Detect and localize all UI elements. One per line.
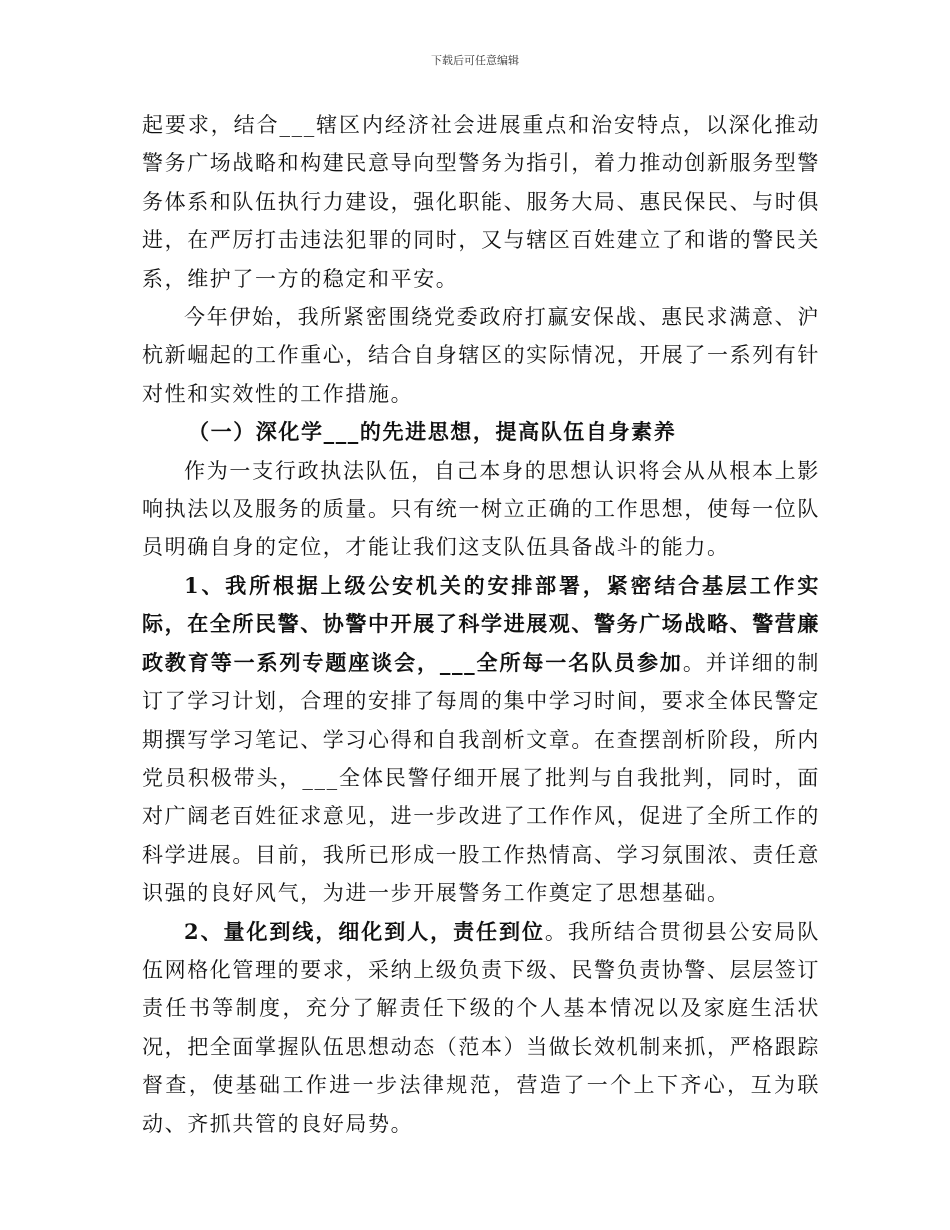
paragraph-intro-continued: 起要求，结合___辖区内经济社会进展重点和治安特点，以深化推动警务广场战略和构建民意导向型警务为指引，着力推动创新服务型警务体系和队伍执行力建设，强化职能、服务大局、惠民保民、与时俱进，在严厉打击违法犯罪的同时，又与辖区百姓建立了和谐的警民关系，维护了一方的稳定和平安。	[142, 113, 820, 291]
paragraph-item-1	[142, 567, 820, 913]
item-2-bold-lead: 2、量化到线，细化到人，责任到位	[184, 918, 545, 944]
item-2-body: 。我所结合贯彻县公安局队伍网格化管理的要求，采纳上级负责下级、民警负责协警、层层签订责任书等制度，充分了解责任下级的个人基本情况以及家庭生活状况，把全面掌握队伍思想动态（范本）当做长效机制来抓，严格跟踪督查，使基础工作进一步法律规范，营造了一个上下齐心，互为联动、齐抓共管的良好局势。	[142, 919, 820, 1136]
paragraph-team-thinking: 作为一支行政执法队伍，自己本身的思想认识将会从从根本上影响执法以及服务的质量。只有统一树立正确的工作思想，使每一位队员明确自身的定位，才能让我们这支队伍具备战斗的能力。	[142, 458, 820, 560]
page-header: 下载后可任意编辑	[431, 54, 519, 67]
section-heading-1: （一）深化学___的先进思想，提高队伍自身素养	[188, 419, 677, 445]
document-body	[142, 106, 820, 1143]
item-1-bold-lead: 1、我所根据上级公安机关的安排部署，紧密结合基层工作实际，在全所民警、协警中开展了科学进展观、警务广场战略、警营廉政教育等一系列专题座谈会，___全所每一名队员参加	[142, 572, 820, 675]
paragraph-this-year: 今年伊始，我所紧密围绕党委政府打赢安保战、惠民求满意、沪杭新崛起的工作重心，结合自身辖区的实际情况，开展了一系列有针对性和实效性的工作措施。	[142, 305, 820, 406]
item-1-body: 。并详细的制订了学习计划，合理的安排了每周的集中学习时间，要求全体民警定期撰写学习笔记、学习心得和自我剖析文章。在查摆剖析阶段，所内党员积极带头，___全体民警仔细开展了批判与自我批判，同时，面对广阔老百姓征求意见，进一步改进了工作作风，促进了全所工作的科学进展。目前，我所已形成一股工作热情高、学习氛围浓、责任意识强的良好风气，为进一步开展警务工作奠定了思想基础。	[142, 650, 820, 906]
paragraph-item-2	[142, 913, 820, 1143]
